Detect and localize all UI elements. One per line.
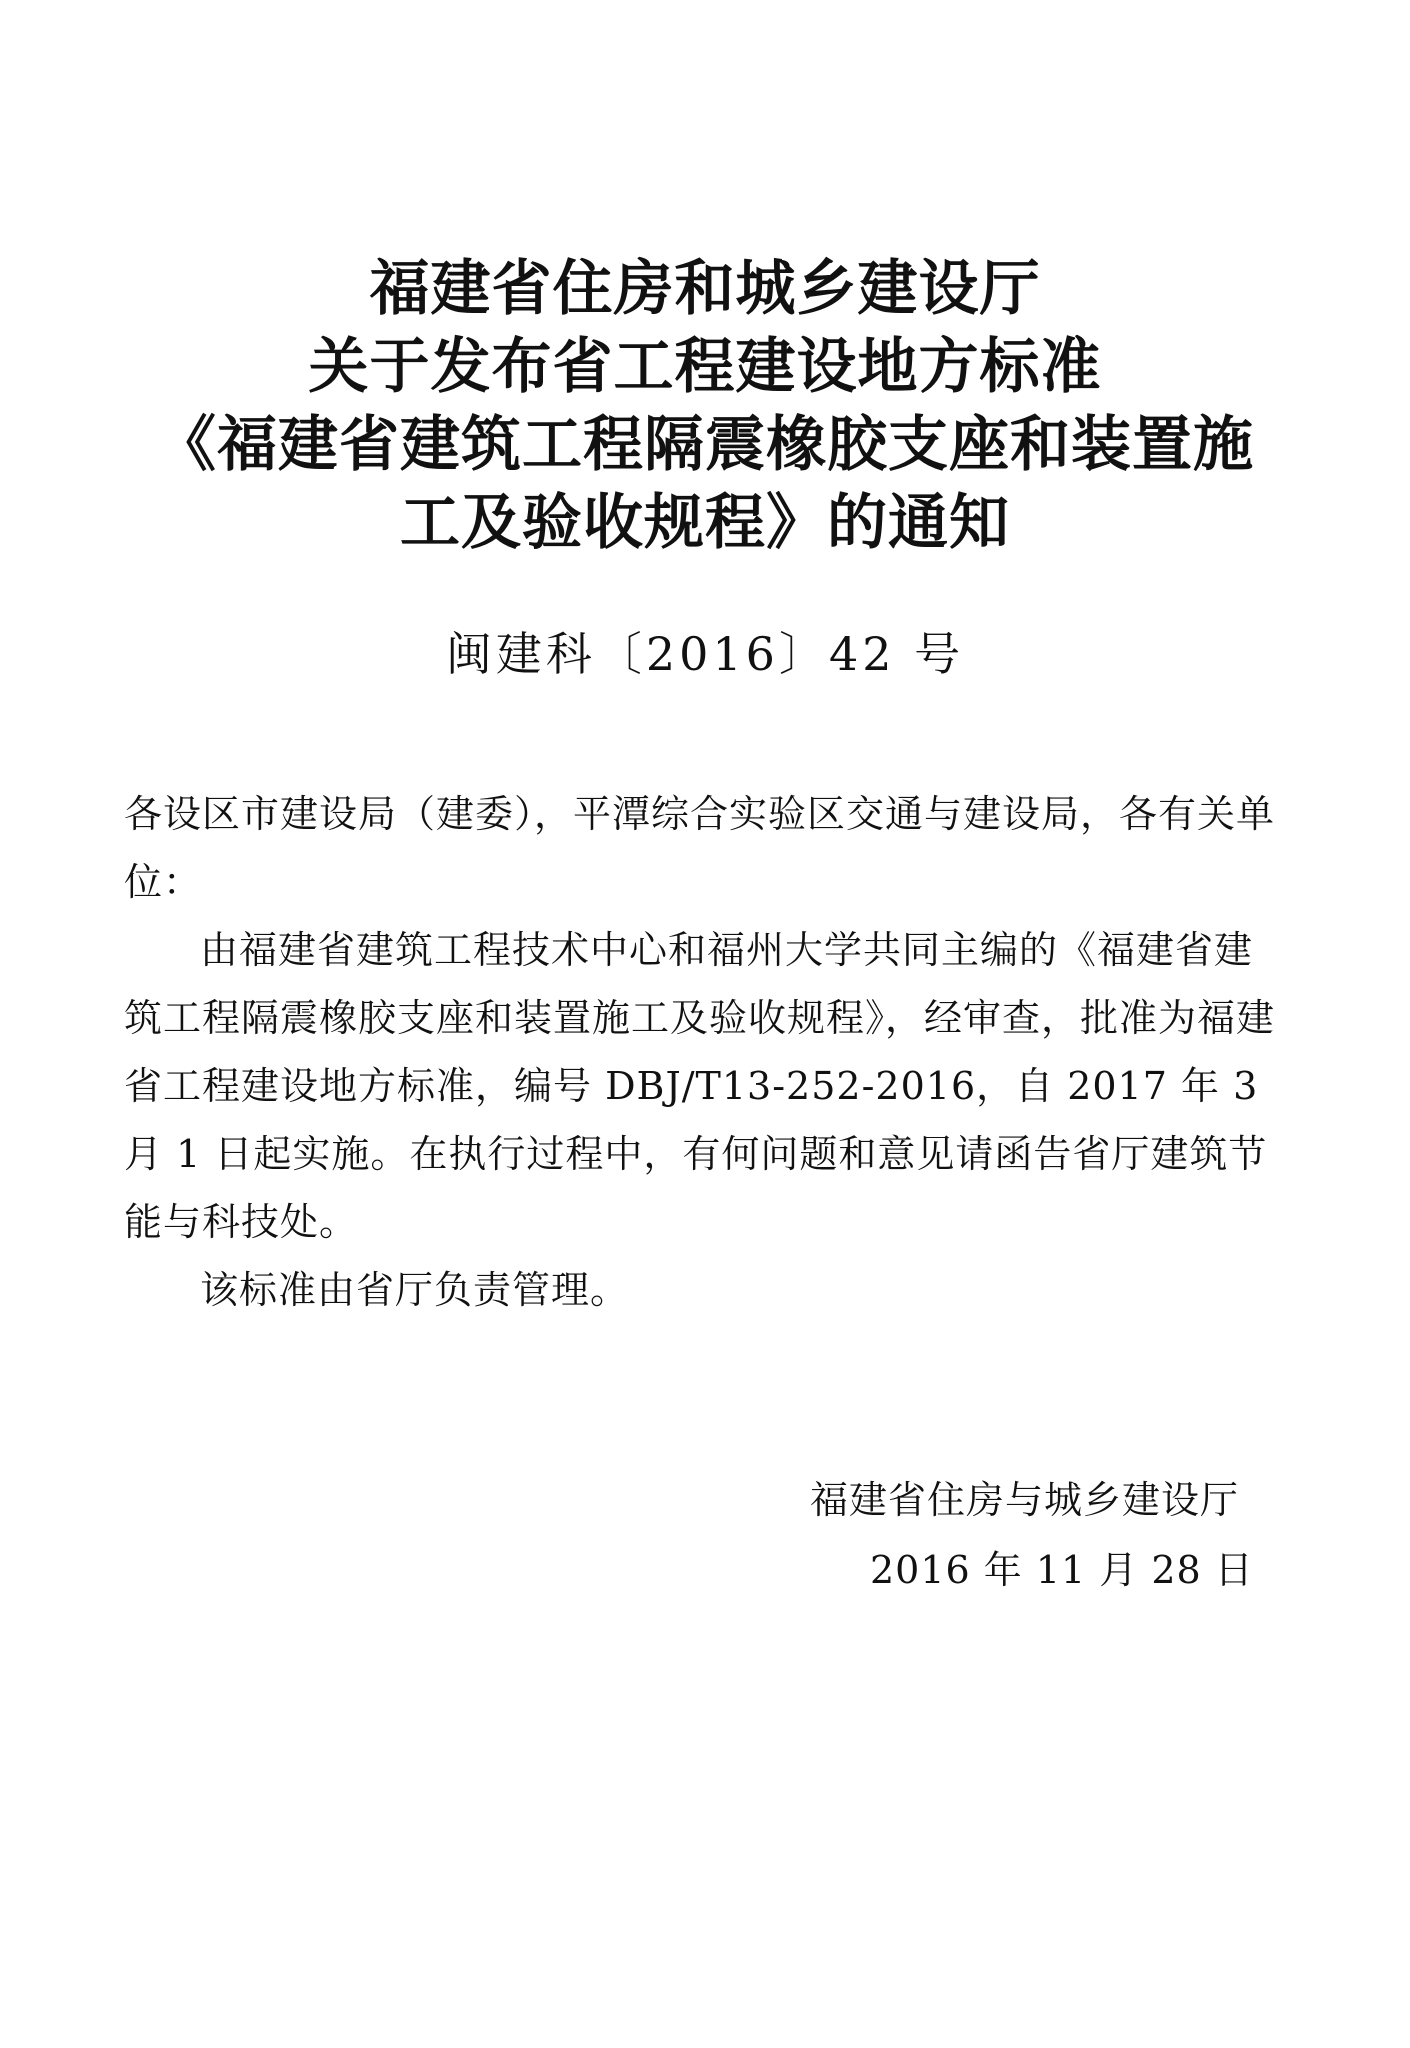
addressee: 各设区市建设局（建委），平潭综合实验区交通与建设局，各有关单位：: [124, 792, 1276, 904]
title-line-4: 工及验收规程》的通知: [400, 488, 1010, 559]
body-paragraph-1: 由福建省建筑工程技术中心和福州大学共同主编的《福建省建筑工程隔震橡胶支座和装置施工及验收规程》，经审查，批准为福建省工程建设地方标准，编号 DBJ/T13-252-2016，自 2017 年 3 月 1 日起实施。在执行过程中，有何问题和意见请函告省厅建筑节能与科技处。: [124, 928, 1276, 1244]
title-line-3: 《福建省建筑工程隔震橡胶支座和装置施: [156, 410, 1254, 481]
signature-block: [760, 1465, 1280, 1605]
notice-body: [124, 780, 1284, 1324]
body-paragraph-2: 该标准由省厅负责管理。: [200, 1268, 630, 1312]
title-line-1: 福建省住房和城乡建设厅: [369, 254, 1041, 325]
title-line-2: 关于发布省工程建设地方标准: [308, 332, 1102, 403]
document-number: 闽建科〔2016〕42 号: [445, 627, 965, 681]
issue-date: 2016 年 11 月 28 日: [870, 1548, 1254, 1592]
issuing-organization: 福建省住房与城乡建设厅: [810, 1478, 1240, 1522]
notice-title: [60, 250, 1350, 562]
